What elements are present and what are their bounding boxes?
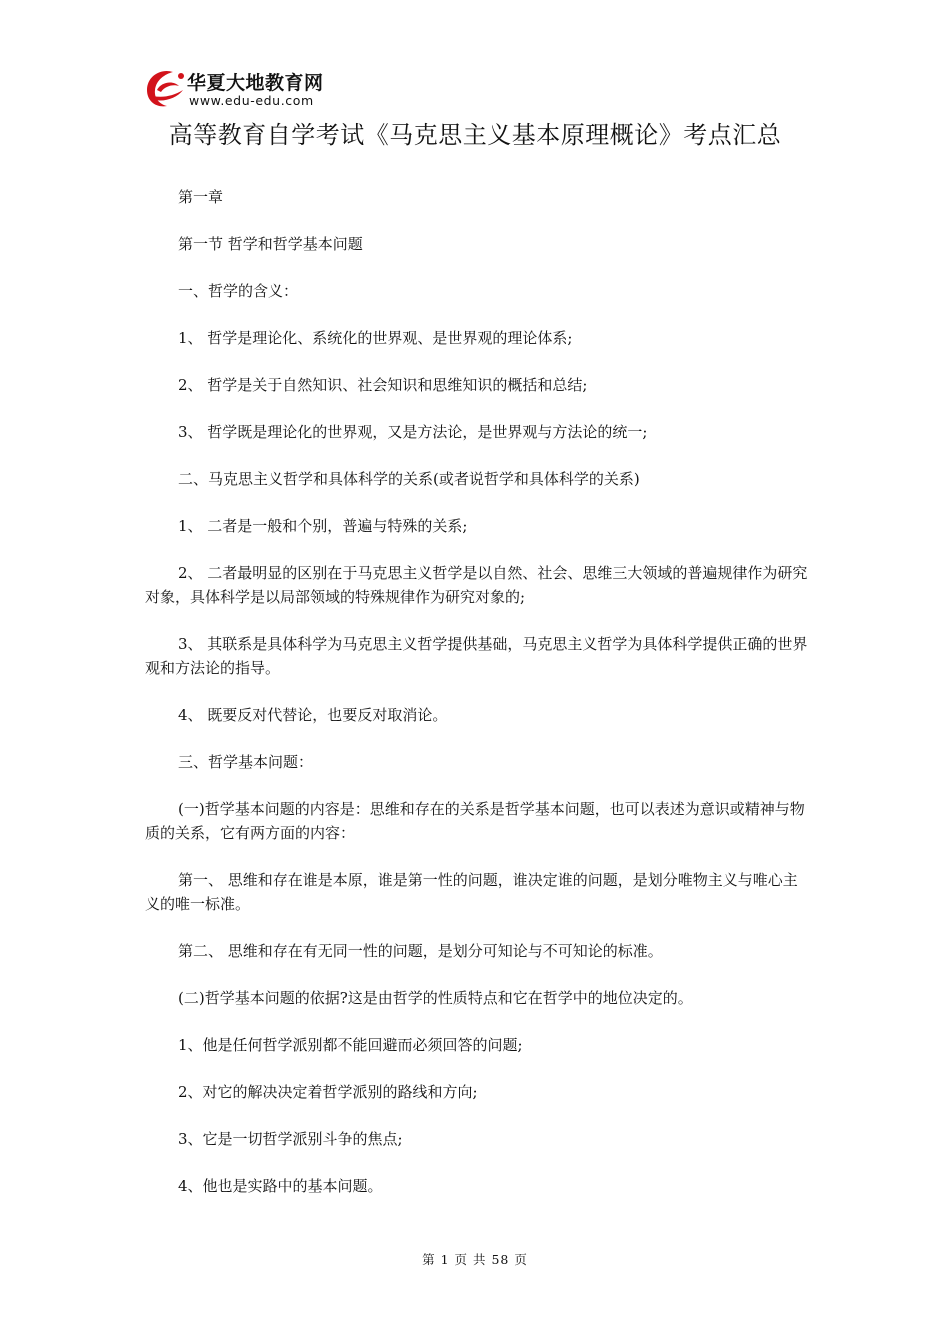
document-body [145, 185, 810, 1221]
paragraph: 1、 哲学是理论化、系统化的世界观、是世界观的理论体系; [178, 329, 573, 347]
paragraph: 2、 哲学是关于自然知识、社会知识和思维知识的概括和总结; [178, 376, 588, 394]
paragraph: (二)哲学基本问题的依据?这是由哲学的性质特点和它在哲学中的地位决定的。 [178, 989, 693, 1007]
paragraph: 3、 其联系是具体科学为马克思主义哲学提供基础，马克思主义哲学为具体科学提供正确的世界观和方法论的指导。 [145, 635, 808, 677]
paragraph: 2、对它的解决决定着哲学派别的路线和方向; [178, 1083, 478, 1101]
logo-url: www.edu-edu.com [189, 93, 314, 108]
paragraph: (一)哲学基本问题的内容是：思维和存在的关系是哲学基本问题，也可以表述为意识或精神与物质的关系，它有两方面的内容： [145, 800, 805, 842]
paragraph: 1、 二者是一般和个别，普遍与特殊的关系; [178, 517, 468, 535]
edu-logo-icon [143, 66, 189, 112]
chapter-heading: 第一章 [178, 188, 224, 206]
paragraph: 第二、 思维和存在有无同一性的问题，是划分可知论与不可知论的标准。 [178, 942, 663, 960]
document-title: 高等教育自学考试《马克思主义基本原理概论》考点汇总 [168, 121, 782, 149]
paragraph: 1、他是任何哲学派别都不能回避而必须回答的问题; [178, 1036, 523, 1054]
paragraph: 2、 二者最明显的区别在于马克思主义哲学是以自然、社会、思维三大领域的普遍规律作为研究对象，具体科学是以局部领域的特殊规律作为研究对象的; [145, 564, 808, 606]
paragraph: 二、马克思主义哲学和具体科学的关系(或者说哲学和具体科学的关系) [178, 470, 640, 488]
paragraph: 3、它是一切哲学派别斗争的焦点; [178, 1130, 403, 1148]
site-logo [143, 66, 363, 112]
paragraph: 3、 哲学既是理论化的世界观，又是方法论，是世界观与方法论的统一; [178, 423, 648, 441]
paragraph: 一、哲学的含义： [178, 282, 299, 300]
page-number: 第 1 页 共 58 页 [422, 1252, 528, 1267]
paragraph: 4、他也是实路中的基本问题。 [178, 1177, 383, 1195]
logo-name: 华夏大地教育网 [187, 72, 324, 94]
paragraph: 三、哲学基本问题： [178, 753, 314, 771]
paragraph: 第一、 思维和存在谁是本原，谁是第一性的问题，谁决定谁的问题，是划分唯物主义与唯心主义的唯一标准。 [145, 871, 798, 913]
paragraph: 4、 既要反对代替论，也要反对取消论。 [178, 706, 448, 724]
section-heading: 第一节 哲学和哲学基本问题 [178, 235, 363, 253]
